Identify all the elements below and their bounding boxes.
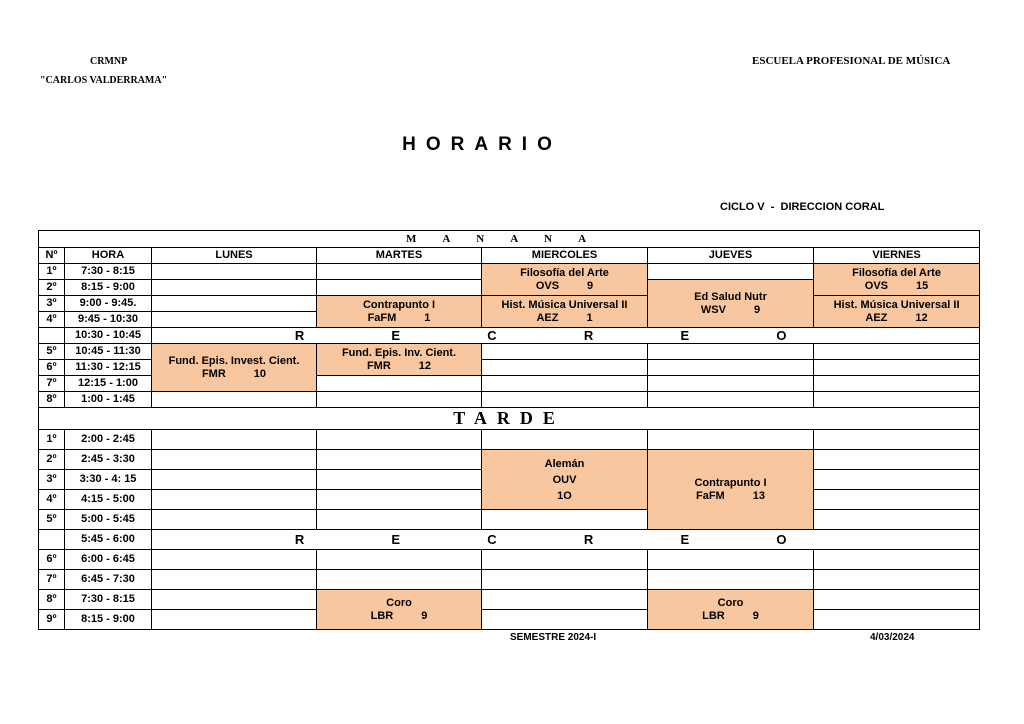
semester-label: SEMESTRE 2024-I [510, 632, 597, 643]
empty-cell [482, 360, 648, 376]
empty-cell [482, 344, 648, 360]
course-cell [814, 296, 980, 328]
empty-cell [648, 376, 814, 392]
period-time: 6:45 - 7:30 [65, 570, 152, 590]
empty-cell [814, 510, 980, 530]
col-header-num: Nº [39, 248, 65, 264]
empty-cell [482, 392, 648, 408]
period-time: 2:45 - 3:30 [65, 450, 152, 470]
empty-cell [814, 490, 980, 510]
institution-name: "CARLOS VALDERRAMA" [40, 75, 168, 86]
period-number: 6º [39, 550, 65, 570]
institution-code: CRMNP [90, 56, 128, 67]
recreo-row [39, 530, 980, 550]
empty-cell [648, 430, 814, 450]
schedule-table [38, 230, 980, 630]
recreo-letter: E [391, 328, 401, 343]
col-header-lunes: LUNES [152, 248, 317, 264]
course-name: Coro [386, 596, 412, 609]
section-morning: MANANA [39, 231, 980, 248]
course-room: 15 [916, 279, 929, 292]
period-time: 6:00 - 6:45 [65, 550, 152, 570]
course-name: Coro [717, 596, 744, 609]
col-header-jueves: JUEVES [648, 248, 814, 264]
empty-cell [482, 570, 648, 590]
course-name: Fund. Epis. Invest. Cient. [168, 354, 300, 367]
empty-cell [152, 280, 317, 296]
empty-cell [317, 280, 482, 296]
course-teacher: AEZ [536, 311, 559, 324]
empty-cell [152, 510, 317, 530]
period-number: 5º [39, 510, 65, 530]
empty-cell [648, 360, 814, 376]
period-time: 9:00 - 9:45. [65, 296, 152, 312]
course-name: Hist. Música Universal II [833, 298, 960, 311]
course-cell [814, 264, 980, 296]
table-row [39, 296, 980, 312]
period-number: 1º [39, 430, 65, 450]
period-number: 5º [39, 344, 65, 360]
empty-cell [648, 264, 814, 280]
course-room: 10 [253, 367, 267, 380]
empty-cell [317, 392, 482, 408]
recreo-letter: R [583, 532, 594, 547]
empty-cell [814, 450, 980, 470]
recreo-band [152, 530, 980, 550]
period-number: 4º [39, 490, 65, 510]
course-cell [317, 590, 482, 630]
table-row [39, 570, 980, 590]
empty-cell [152, 312, 317, 328]
table-row [39, 590, 980, 610]
period-number: 3º [39, 296, 65, 312]
course-teacher: FaFM [696, 489, 725, 502]
course-teacher: WSV [700, 303, 726, 316]
empty-cell [317, 376, 482, 392]
empty-cell [152, 610, 317, 630]
page-title: HORARIO [402, 134, 562, 155]
empty-cell [152, 296, 317, 312]
empty-cell [648, 392, 814, 408]
empty-cell [317, 450, 482, 470]
table-row [39, 450, 980, 470]
period-time: 9:45 - 10:30 [65, 312, 152, 328]
course-room: 1O [557, 489, 572, 502]
recreo-letter: R [294, 532, 305, 547]
period-time: 12:15 - 1:00 [65, 376, 152, 392]
empty-cell [814, 430, 980, 450]
course-cell [648, 450, 814, 530]
period-time: 7:30 - 8:15 [65, 264, 152, 280]
col-header-hora: HORA [65, 248, 152, 264]
period-number: 2º [39, 450, 65, 470]
course-teacher: OUV [552, 473, 577, 486]
course-room: 9 [587, 279, 594, 292]
school-name: ESCUELA PROFESIONAL DE MÚSICA [752, 55, 951, 67]
date-label: 4/03/2024 [870, 632, 915, 643]
course-teacher: OVS [864, 279, 889, 292]
recreo-letter: E [680, 532, 690, 547]
recreo-letter: R [294, 328, 305, 343]
period-time: 2:00 - 2:45 [65, 430, 152, 450]
empty-cell [152, 392, 317, 408]
period-time: 5:00 - 5:45 [65, 510, 152, 530]
course-teacher: AEZ [865, 311, 888, 324]
course-name: Fund. Epis. Inv. Cient. [341, 346, 457, 359]
course-teacher: FMR [201, 367, 226, 380]
period-number: 9º [39, 610, 65, 630]
period-number [39, 530, 65, 550]
course-cell [152, 344, 317, 392]
period-time: 10:45 - 11:30 [65, 344, 152, 360]
recreo-letter: C [487, 532, 497, 547]
empty-cell [152, 470, 317, 490]
period-number: 7º [39, 570, 65, 590]
empty-cell [152, 450, 317, 470]
empty-cell [317, 490, 482, 510]
table-row [39, 344, 980, 360]
course-room: 1 [424, 311, 431, 324]
empty-cell [648, 550, 814, 570]
empty-cell [814, 360, 980, 376]
course-cell [648, 280, 814, 328]
course-cell [482, 296, 648, 328]
empty-cell [152, 590, 317, 610]
empty-cell [317, 510, 482, 530]
course-teacher: OVS [535, 279, 560, 292]
col-header-miercoles: MIERCOLES [482, 248, 648, 264]
empty-cell [814, 344, 980, 360]
empty-cell [152, 264, 317, 280]
empty-cell [648, 570, 814, 590]
empty-cell [648, 344, 814, 360]
period-number [39, 328, 65, 344]
empty-cell [482, 610, 648, 630]
course-name: Filosofía del Arte [852, 266, 941, 279]
course-room: 9 [753, 303, 761, 316]
course-room: 13 [752, 489, 765, 502]
empty-cell [482, 550, 648, 570]
recreo-band [152, 328, 980, 344]
course-name: Contrapunto I [694, 476, 767, 489]
course-teacher: LBR [702, 609, 725, 622]
period-number: 6º [39, 360, 65, 376]
course-name: Contrapunto I [362, 298, 436, 311]
course-name: Alemán [544, 457, 585, 470]
empty-cell [814, 590, 980, 610]
empty-cell [152, 570, 317, 590]
period-number: 4º [39, 312, 65, 328]
empty-cell [317, 550, 482, 570]
section-afternoon: TARDE [39, 408, 980, 430]
table-row [39, 610, 980, 630]
course-teacher: FaFM [367, 311, 397, 324]
period-time: 7:30 - 8:15 [65, 590, 152, 610]
cycle-label: CICLO V - DIRECCION CORAL [720, 201, 885, 213]
empty-cell [814, 376, 980, 392]
period-number: 8º [39, 590, 65, 610]
course-teacher: LBR [370, 609, 394, 622]
table-row [39, 510, 980, 530]
empty-cell [317, 264, 482, 280]
empty-cell [814, 392, 980, 408]
course-teacher: FMR [366, 359, 391, 372]
empty-cell [317, 470, 482, 490]
course-room: 1 [586, 311, 593, 324]
course-room: 12 [418, 359, 432, 372]
period-number: 1º [39, 264, 65, 280]
col-header-martes: MARTES [317, 248, 482, 264]
empty-cell [317, 430, 482, 450]
period-time: 3:30 - 4: 15 [65, 470, 152, 490]
column-header-row [39, 248, 980, 264]
empty-cell [482, 376, 648, 392]
empty-cell [814, 550, 980, 570]
period-time: 5:45 - 6:00 [65, 530, 152, 550]
period-time: 8:15 - 9:00 [65, 280, 152, 296]
period-time: 1:00 - 1:45 [65, 392, 152, 408]
empty-cell [814, 570, 980, 590]
period-time: 11:30 - 12:15 [65, 360, 152, 376]
recreo-letter: E [680, 328, 690, 343]
empty-cell [152, 430, 317, 450]
table-row [39, 430, 980, 450]
period-number: 2º [39, 280, 65, 296]
period-time: 4:15 - 5:00 [65, 490, 152, 510]
empty-cell [152, 550, 317, 570]
empty-cell [152, 490, 317, 510]
course-name: Ed Salud Nutr [694, 290, 767, 303]
course-room: 12 [915, 311, 928, 324]
table-row [39, 264, 980, 280]
course-cell [482, 264, 648, 296]
period-number: 7º [39, 376, 65, 392]
empty-cell [814, 610, 980, 630]
period-time: 8:15 - 9:00 [65, 610, 152, 630]
course-cell [317, 296, 482, 328]
period-number: 8º [39, 392, 65, 408]
empty-cell [814, 470, 980, 490]
course-cell [317, 344, 482, 376]
recreo-row [39, 328, 980, 344]
empty-cell [482, 510, 648, 530]
empty-cell [317, 570, 482, 590]
table-row [39, 392, 980, 408]
recreo-letter: E [391, 532, 401, 547]
course-cell [482, 450, 648, 510]
empty-cell [482, 430, 648, 450]
table-row [39, 550, 980, 570]
period-time: 10:30 - 10:45 [65, 328, 152, 344]
course-cell [648, 590, 814, 630]
course-room: 9 [421, 609, 428, 622]
recreo-letter: O [776, 532, 787, 547]
col-header-viernes: VIERNES [814, 248, 980, 264]
recreo-letter: R [583, 328, 594, 343]
course-name: Hist. Música Universal II [501, 298, 628, 311]
course-name: Filosofía del Arte [520, 266, 609, 279]
course-room: 9 [752, 609, 759, 622]
period-number: 3º [39, 470, 65, 490]
empty-cell [482, 590, 648, 610]
recreo-letter: O [776, 328, 787, 343]
recreo-letter: C [487, 328, 497, 343]
